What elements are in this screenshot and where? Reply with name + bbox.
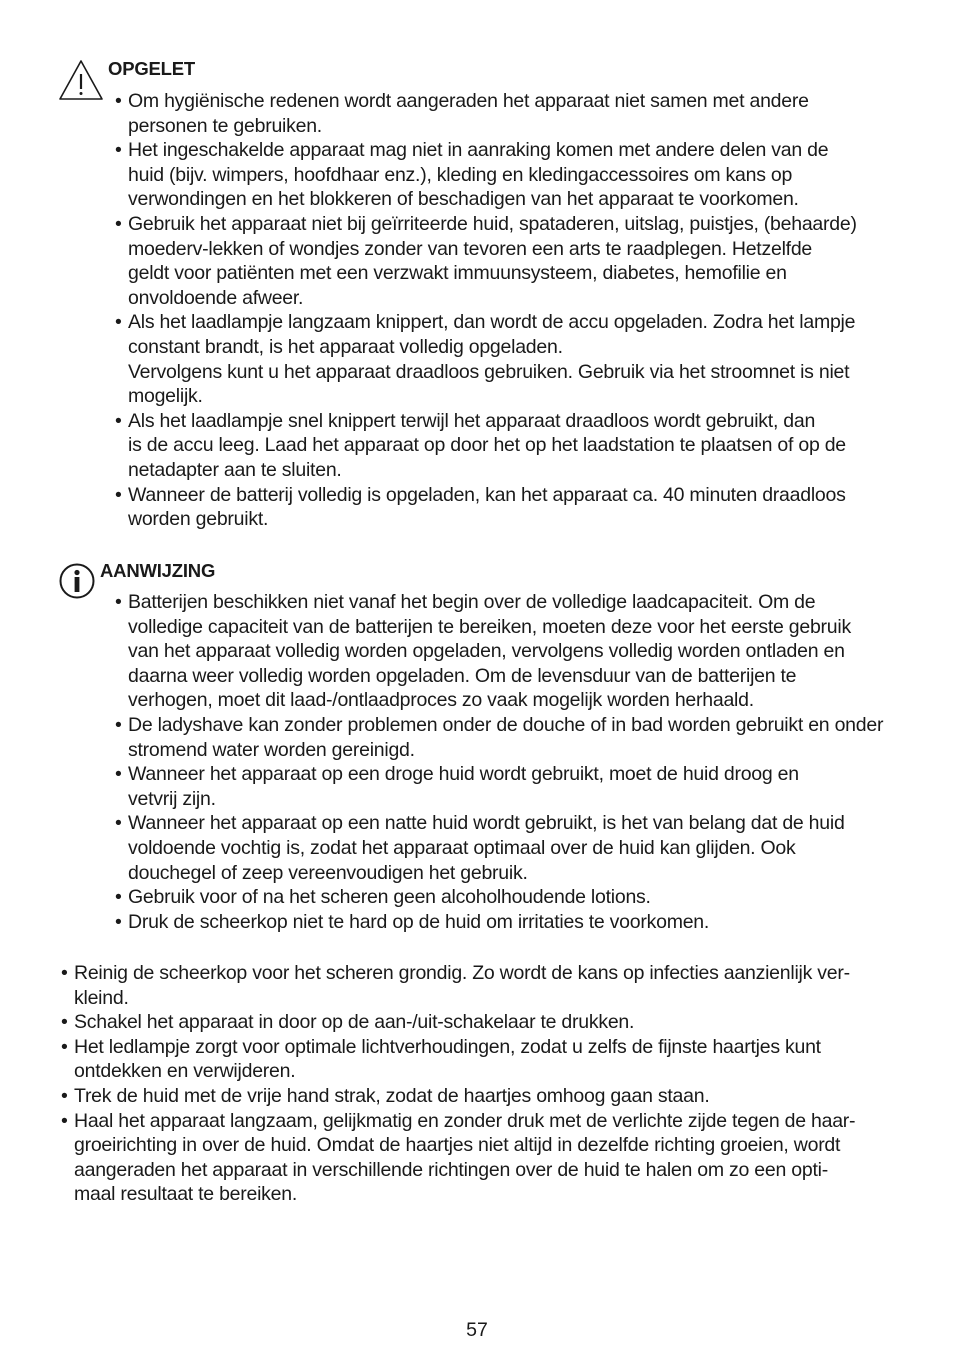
page-number: 57 (466, 1319, 488, 1341)
list-item: • De ladyshave kan zonder problemen onder de douche of in bad worden gebruikt en onder stromend water worden gereinigd. (115, 713, 915, 762)
note-list (115, 590, 915, 934)
list-item: • Druk de scheerkop niet te hard op de huid om irritaties te voorkomen. (115, 910, 915, 935)
list-item: • Als het laadlampje langzaam knippert, dan wordt de accu opgeladen. Zodra het lampje constant brandt, is het apparaat volledig opgeladen. Vervolgens kunt u het apparaat draadloos gebruiken. Gebruik via het stroomnet is niet mogelijk. (115, 310, 915, 408)
list-item: • Haal het apparaat langzaam, gelijkmatig en zonder druk met de verlichte zijde tegen de haar- groeirichting in over de huid. Omdat de haartjes niet altijd in dezelfde richting groeien, wordt aangeraden het apparaat in verschillende richtingen over de huid te halen om zo een opti- maal resultaat te bereiken. (61, 1109, 921, 1207)
list-item: • Wanneer het apparaat op een natte huid wordt gebruikt, is het van belang dat de huid voldoende vochtig is, zodat het apparaat optimaal over de huid kan glijden. Ook douchegel of zeep vereenvoudigen het gebruik. (115, 811, 915, 885)
list-item: • Trek de huid met de vrije hand strak, zodat de haartjes omhoog gaan staan. (61, 1084, 921, 1109)
list-item: • Gebruik het apparaat niet bij geïrriteerde huid, spataderen, uitslag, puistjes, (behaarde) moederv-lekken of wondjes zonder van tevoren een arts te raadplegen. Hetzelfde geldt voor patiënten met een verzwakt immuunsysteem, diabetes, hemofilie en onvoldoende afweer. (115, 212, 915, 310)
instructions-list (61, 961, 921, 1207)
list-item: • Wanneer het apparaat op een droge huid wordt gebruikt, moet de huid droog en vetvrij zijn. (115, 762, 915, 811)
caution-heading: OPGELET (108, 58, 195, 79)
list-item: • Als het laadlampje snel knippert terwijl het apparaat draadloos wordt gebruikt, dan is de accu leeg. Laad het apparaat op door het op het laadstation te plaatsen of op de netadapter aan te sluiten. (115, 409, 915, 483)
list-item: • Het ingeschakelde apparaat mag niet in aanraking komen met andere delen van de huid (bijv. wimpers, hoofdhaar enz.), kleding en kledingaccessoires om kans op verwondingen en het blokkeren of beschadigen van het apparaat te voorkomen. (115, 138, 915, 212)
list-item: • Om hygiënische redenen wordt aangeraden het apparaat niet samen met andere personen te gebruiken. (115, 89, 915, 138)
list-item: • Reinig de scheerkop voor het scheren grondig. Zo wordt de kans op infecties aanzienlijk ver- kleind. (61, 961, 921, 1010)
list-item: • Het ledlampje zorgt voor optimale lichtverhoudingen, zodat u zelfs de fijnste haartjes kunt ontdekken en verwijderen. (61, 1035, 921, 1084)
info-icon (59, 563, 95, 599)
list-item: • Schakel het apparaat in door op de aan-/uit-schakelaar te drukken. (61, 1010, 921, 1035)
caution-list (115, 89, 915, 532)
list-item: • Wanneer de batterij volledig is opgeladen, kan het apparaat ca. 40 minuten draadloos worden gebruikt. (115, 483, 915, 532)
note-heading: AANWIJZING (100, 560, 216, 581)
list-item: • Batterijen beschikken niet vanaf het begin over de volledige laadcapaciteit. Om de volledige capaciteit van de batterijen te bereiken, moeten deze voor het eerste gebruik van het apparaat volledig worden opgeladen, vervolgens volledig worden ontladen en daarna weer volledig worden opgeladen. Om de levensduur van de batterijen te verhogen, moet dit laad-/ontlaadproces zo vaak mogelijk worden herhaald. (115, 590, 915, 713)
list-item: • Gebruik voor of na het scheren geen alcoholhoudende lotions. (115, 885, 915, 910)
warning-triangle-icon (58, 58, 104, 102)
